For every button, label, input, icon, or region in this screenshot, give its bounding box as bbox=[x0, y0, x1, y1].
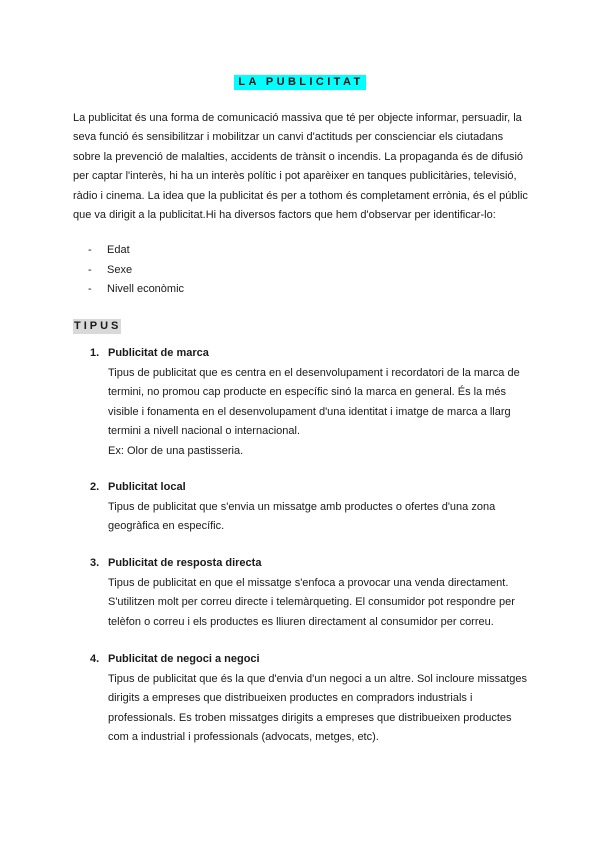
type-heading-text: Publicitat local bbox=[108, 481, 186, 493]
type-heading-text: Publicitat de resposta directa bbox=[108, 557, 262, 569]
list-item bbox=[88, 261, 184, 281]
list-item-label: Sexe bbox=[107, 263, 133, 276]
type-item-3 bbox=[90, 554, 530, 632]
type-heading bbox=[90, 478, 530, 498]
list-item bbox=[88, 241, 184, 261]
list-item bbox=[88, 280, 184, 300]
type-heading bbox=[90, 554, 530, 574]
type-body: Tipus de publicitat en que el missatge s'enfoca a provocar una venda directament. S'utilitzen molt per correu directe i telemàrqueting. El consumidor pot respondre per telèfon o correu i els productes es lliuren directament al consumidor per correu. bbox=[108, 576, 515, 628]
type-heading-text: Publicitat de negoci a negoci bbox=[108, 653, 260, 665]
type-item-4 bbox=[90, 650, 530, 748]
list-item-label: Edat bbox=[107, 244, 130, 256]
list-item-label: Nivell econòmic bbox=[107, 283, 185, 295]
type-heading bbox=[90, 344, 530, 364]
type-body: Tipus de publicitat que s'envia un missatge amb productes o ofertes d'una zona geogràfica en específic. bbox=[108, 500, 496, 532]
list-dash: - bbox=[88, 283, 92, 295]
section-title-tipus: TIPUS bbox=[74, 320, 122, 332]
type-item-1 bbox=[90, 344, 530, 461]
factors-list bbox=[88, 241, 184, 300]
type-body: Tipus de publicitat que és la que d'envia d'un negoci a un altre. Sol incloure missatges dirigits a empreses que distribueixen productes en compradors industrials i professionals. Es troben missatges dirigits a empreses que distribueixen productes com a industrial i professionals (advocats, metges, etc). bbox=[108, 672, 527, 743]
type-number: 2. bbox=[90, 481, 100, 493]
type-number: 4. bbox=[90, 653, 100, 665]
type-body: Tipus de publicitat que es centra en el desenvolupament i recordatori de la marca de termini, no promou cap producte en específic sinó la marca en general. És la més visible i fonamenta en el desenvolupament d'una identitat i imatge de marca a llarg termini a nivell nacional o internacional. bbox=[108, 366, 520, 437]
title-wrapper bbox=[0, 72, 600, 90]
list-dash: - bbox=[88, 244, 92, 256]
intro-paragraph: La publicitat és una forma de comunicació massiva que té per objecte informar, persuadir, la seva funció és sensibilitzar i mobilitzar un canvi d'actituds per conscienciar els ciutadans sobre la prevenció de malalties, accidents de trànsit o incendis. La propaganda és de difusió per captar l'interès, hi ha un interès polític i pot aparèixer en tanques publicitàries, televisió, ràdio i cinema. La idea que la publicitat és per a tothom és completament errònia, és el públic que va dirigit a la publicitat.Hi ha diversos factors que hem d'observar per identificar-lo: bbox=[73, 112, 528, 222]
type-number: 3. bbox=[90, 557, 100, 569]
list-dash: - bbox=[88, 263, 92, 276]
type-heading bbox=[90, 650, 530, 670]
document-title: LA PUBLICITAT bbox=[234, 75, 365, 90]
type-heading-text: Publicitat de marca bbox=[108, 347, 209, 359]
type-number: 1. bbox=[90, 347, 100, 359]
type-example: Ex: Olor de una pastisseria. bbox=[108, 444, 244, 457]
type-item-2 bbox=[90, 478, 530, 537]
